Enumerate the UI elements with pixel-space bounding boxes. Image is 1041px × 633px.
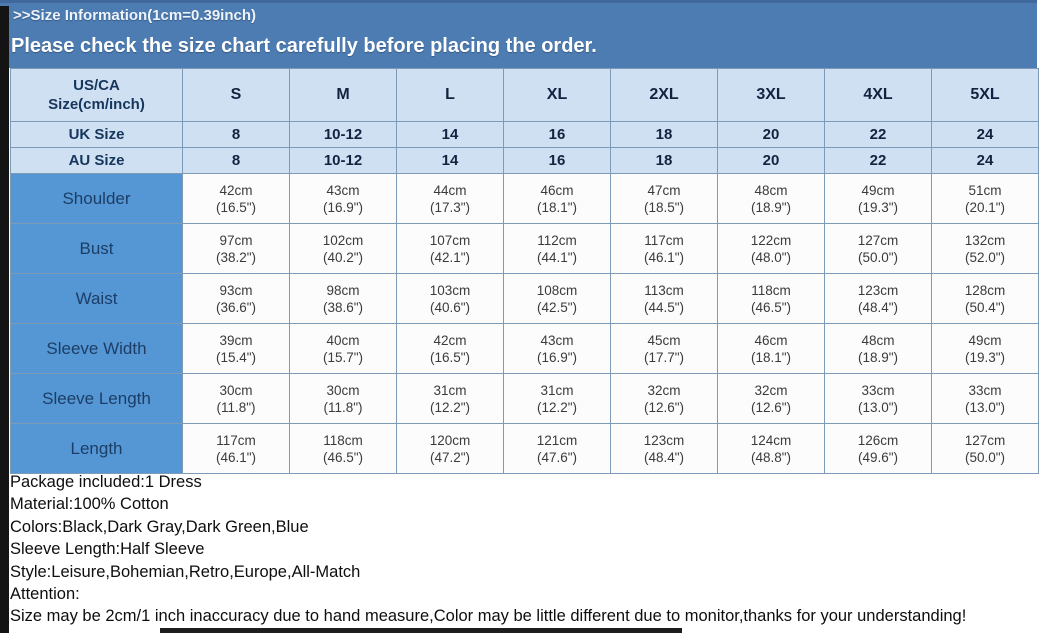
- measurement-cell: [504, 324, 611, 374]
- inch-value: (49.6"): [857, 450, 899, 465]
- cm-value: 42cm: [433, 333, 467, 348]
- cm-value: 103cm: [429, 283, 471, 298]
- size-col-header: S: [183, 69, 290, 122]
- measurement-cell: [932, 424, 1039, 474]
- size-value-cell: 18: [611, 122, 718, 148]
- cm-value: 32cm: [647, 383, 681, 398]
- measurement-cell: [183, 274, 290, 324]
- detail-line-package: Package included:1 Dress: [10, 473, 202, 491]
- inch-value: (12.6"): [750, 400, 792, 415]
- inch-value: (40.2"): [322, 250, 364, 265]
- detail-line-material: Material:100% Cotton: [10, 495, 169, 514]
- size-value-cell: 10-12: [290, 122, 397, 148]
- cm-value: 102cm: [322, 233, 364, 248]
- measurement-cell: [611, 174, 718, 224]
- cm-value: 40cm: [326, 333, 360, 348]
- row-label: Sleeve Width: [11, 324, 183, 374]
- cm-value: 127cm: [964, 433, 1006, 448]
- inch-value: (46.5"): [750, 300, 792, 315]
- cm-value: 117cm: [644, 233, 684, 248]
- cm-value: 93cm: [219, 283, 253, 298]
- size-col-header: 2XL: [611, 69, 718, 122]
- measurement-cell: [290, 424, 397, 474]
- measurement-cell: [290, 324, 397, 374]
- inch-value: (16.5"): [429, 350, 471, 365]
- measurement-cell: [611, 374, 718, 424]
- measurement-cell: [932, 224, 1039, 274]
- measurement-cell: [611, 324, 718, 374]
- inch-value: (50.0"): [964, 450, 1006, 465]
- inch-value: (47.6"): [536, 450, 578, 465]
- detail-line-sleeve: Sleeve Length:Half Sleeve: [10, 540, 205, 559]
- measurement-cell: [825, 424, 932, 474]
- left-border-strip: [0, 6, 9, 633]
- cm-value: 30cm: [219, 383, 253, 398]
- measurement-cell: [397, 174, 504, 224]
- table-row-measure: [11, 274, 1039, 324]
- cm-value: 127cm: [857, 233, 899, 248]
- measurement-cell: [504, 424, 611, 474]
- cm-value: 128cm: [964, 283, 1006, 298]
- size-col-header: XL: [504, 69, 611, 122]
- inch-value: (16.5"): [215, 200, 257, 215]
- cm-value: 123cm: [643, 433, 685, 448]
- inch-value: (13.0"): [964, 400, 1006, 415]
- inch-value: (19.3"): [857, 200, 899, 215]
- measurement-cell: [932, 374, 1039, 424]
- measurement-cell: [825, 174, 932, 224]
- inch-value: (42.1"): [429, 250, 471, 265]
- inch-value: (11.8"): [216, 400, 256, 415]
- measurement-cell: [718, 374, 825, 424]
- cm-value: 121cm: [536, 433, 578, 448]
- size-value-cell: 14: [397, 122, 504, 148]
- cm-value: 120cm: [429, 433, 471, 448]
- cm-value: 122cm: [750, 233, 792, 248]
- cm-value: 132cm: [964, 233, 1006, 248]
- table-row-measure: [11, 424, 1039, 474]
- inch-value: (18.1"): [536, 200, 578, 215]
- size-row-label: UK Size: [11, 122, 183, 148]
- measurement-cell: [397, 424, 504, 474]
- cm-value: 46cm: [754, 333, 788, 348]
- measurement-cell: [825, 224, 932, 274]
- size-info-title: >>Size Information(1cm=0.39inch): [13, 7, 256, 24]
- cm-value: 45cm: [647, 333, 681, 348]
- inch-value: (48.4"): [857, 300, 899, 315]
- measurement-cell: [397, 274, 504, 324]
- cm-value: 33cm: [968, 383, 1002, 398]
- inch-value: (12.6"): [643, 400, 685, 415]
- cm-value: 117cm: [216, 433, 256, 448]
- cm-value: 98cm: [326, 283, 360, 298]
- table-row-header: [11, 69, 1039, 122]
- measurement-cell: [290, 274, 397, 324]
- table-row-measure: [11, 374, 1039, 424]
- measurement-cell: [504, 374, 611, 424]
- inch-value: (18.9"): [857, 350, 899, 365]
- inch-value: (19.3"): [964, 350, 1006, 365]
- size-value-cell: 20: [718, 148, 825, 174]
- cm-value: 31cm: [540, 383, 574, 398]
- inch-value: (47.2"): [429, 450, 471, 465]
- cm-value: 43cm: [540, 333, 574, 348]
- inch-value: (48.8"): [750, 450, 792, 465]
- inch-value: (18.1"): [750, 350, 792, 365]
- inch-value: (18.5"): [643, 200, 685, 215]
- inch-value: (50.0"): [857, 250, 899, 265]
- cm-value: 118cm: [323, 433, 363, 448]
- inch-value: (46.5"): [322, 450, 364, 465]
- cm-value: 32cm: [754, 383, 788, 398]
- size-col-header: 5XL: [932, 69, 1039, 122]
- measurement-cell: [718, 424, 825, 474]
- row-label: Length: [11, 424, 183, 474]
- measurement-cell: [718, 174, 825, 224]
- size-value-cell: 10-12: [290, 148, 397, 174]
- measurement-cell: [825, 274, 932, 324]
- detail-line-style: Style:Leisure,Bohemian,Retro,Europe,All-Match: [10, 562, 361, 581]
- row-label: Waist: [11, 274, 183, 324]
- corner-header-line2: Size(cm/inch): [48, 96, 145, 113]
- inch-value: (18.9"): [750, 200, 792, 215]
- size-value-cell: 24: [932, 148, 1039, 174]
- inch-value: (48.0"): [750, 250, 792, 265]
- measurement-cell: [611, 274, 718, 324]
- size-value-cell: 20: [718, 122, 825, 148]
- inch-value: (52.0"): [964, 250, 1006, 265]
- cm-value: 97cm: [219, 233, 253, 248]
- measurement-cell: [932, 324, 1039, 374]
- cm-value: 46cm: [540, 183, 574, 198]
- size-value-cell: 18: [611, 148, 718, 174]
- bottom-bar: [160, 628, 682, 633]
- table-row-size: [11, 148, 1039, 174]
- measurement-cell: [932, 174, 1039, 224]
- inch-value: (38.6"): [322, 300, 364, 315]
- measurement-cell: [611, 424, 718, 474]
- size-value-cell: 16: [504, 148, 611, 174]
- cm-value: 48cm: [754, 183, 788, 198]
- measurement-cell: [718, 324, 825, 374]
- corner-header-cell: [11, 69, 183, 122]
- size-value-cell: 8: [183, 122, 290, 148]
- cm-value: 126cm: [857, 433, 899, 448]
- cm-value: 31cm: [433, 383, 467, 398]
- row-label: Shoulder: [11, 174, 183, 224]
- detail-line-attention: Attention:: [10, 585, 80, 604]
- cm-value: 39cm: [219, 333, 253, 348]
- measurement-cell: [183, 224, 290, 274]
- size-row-label: AU Size: [11, 148, 183, 174]
- measurement-cell: [183, 174, 290, 224]
- cm-value: 48cm: [861, 333, 895, 348]
- table-row-measure: [11, 324, 1039, 374]
- measurement-cell: [397, 324, 504, 374]
- inch-value: (36.6"): [215, 300, 257, 315]
- inch-value: (17.3"): [429, 200, 471, 215]
- measurement-cell: [183, 324, 290, 374]
- cm-value: 49cm: [968, 333, 1002, 348]
- size-col-header: M: [290, 69, 397, 122]
- inch-value: (40.6"): [429, 300, 471, 315]
- product-details: [10, 471, 966, 628]
- measurement-cell: [290, 224, 397, 274]
- size-col-header: L: [397, 69, 504, 122]
- measurement-cell: [183, 374, 290, 424]
- measurement-cell: [932, 274, 1039, 324]
- inch-value: (15.4"): [215, 350, 257, 365]
- inch-value: (16.9"): [536, 350, 578, 365]
- inch-value: (17.7"): [643, 350, 685, 365]
- measurement-cell: [290, 174, 397, 224]
- measurement-cell: [718, 224, 825, 274]
- cm-value: 107cm: [429, 233, 471, 248]
- size-table: [10, 68, 1039, 474]
- size-value-cell: 16: [504, 122, 611, 148]
- table-row-size: [11, 122, 1039, 148]
- size-value-cell: 24: [932, 122, 1039, 148]
- cm-value: 112cm: [537, 233, 577, 248]
- cm-value: 33cm: [861, 383, 895, 398]
- inch-value: (13.0"): [857, 400, 899, 415]
- cm-value: 51cm: [968, 183, 1002, 198]
- table-row-measure: [11, 174, 1039, 224]
- inch-value: (12.2"): [536, 400, 578, 415]
- measurement-cell: [825, 324, 932, 374]
- cm-value: 43cm: [326, 183, 360, 198]
- cm-value: 42cm: [219, 183, 253, 198]
- measurement-cell: [290, 374, 397, 424]
- measurement-cell: [183, 424, 290, 474]
- size-value-cell: 8: [183, 148, 290, 174]
- measurement-cell: [397, 374, 504, 424]
- size-value-cell: 22: [825, 148, 932, 174]
- inch-value: (11.8"): [323, 400, 363, 415]
- size-chart-banner: [0, 0, 1037, 68]
- measurement-cell: [504, 224, 611, 274]
- size-col-header: 4XL: [825, 69, 932, 122]
- size-value-cell: 22: [825, 122, 932, 148]
- measurement-cell: [504, 274, 611, 324]
- inch-value: (46.1"): [643, 250, 685, 265]
- detail-line-colors: Colors:Black,Dark Gray,Dark Green,Blue: [10, 517, 309, 536]
- cm-value: 30cm: [326, 383, 360, 398]
- measurement-cell: [718, 274, 825, 324]
- inch-value: (46.1"): [215, 450, 257, 465]
- inch-value: (48.4"): [643, 450, 685, 465]
- measurement-cell: [611, 224, 718, 274]
- size-value-cell: 14: [397, 148, 504, 174]
- size-chart-notice: Please check the size chart carefully before placing the order.: [11, 35, 597, 57]
- size-table-body: [11, 69, 1039, 474]
- cm-value: 113cm: [644, 283, 684, 298]
- measurement-cell: [825, 374, 932, 424]
- cm-value: 44cm: [433, 183, 467, 198]
- cm-value: 49cm: [861, 183, 895, 198]
- cm-value: 123cm: [857, 283, 899, 298]
- measurement-cell: [504, 174, 611, 224]
- inch-value: (12.2"): [429, 400, 471, 415]
- cm-value: 124cm: [750, 433, 792, 448]
- measurement-cell: [397, 224, 504, 274]
- cm-value: 108cm: [536, 283, 578, 298]
- inch-value: (38.2"): [215, 250, 257, 265]
- inch-value: (15.7"): [322, 350, 364, 365]
- inch-value: (16.9"): [322, 200, 364, 215]
- size-col-header: 3XL: [718, 69, 825, 122]
- cm-value: 47cm: [647, 183, 681, 198]
- inch-value: (44.1"): [536, 250, 578, 265]
- inch-value: (20.1"): [964, 200, 1006, 215]
- table-row-measure: [11, 224, 1039, 274]
- detail-line-disclaimer: Size may be 2cm/1 inch inaccuracy due to hand measure,Color may be little different due to monitor,thanks for your understanding!: [10, 607, 967, 626]
- inch-value: (50.4"): [964, 300, 1006, 315]
- inch-value: (42.5"): [536, 300, 578, 315]
- corner-header-line1: US/CA: [73, 77, 120, 94]
- cm-value: 118cm: [751, 283, 791, 298]
- row-label: Bust: [11, 224, 183, 274]
- inch-value: (44.5"): [643, 300, 685, 315]
- row-label: Sleeve Length: [11, 374, 183, 424]
